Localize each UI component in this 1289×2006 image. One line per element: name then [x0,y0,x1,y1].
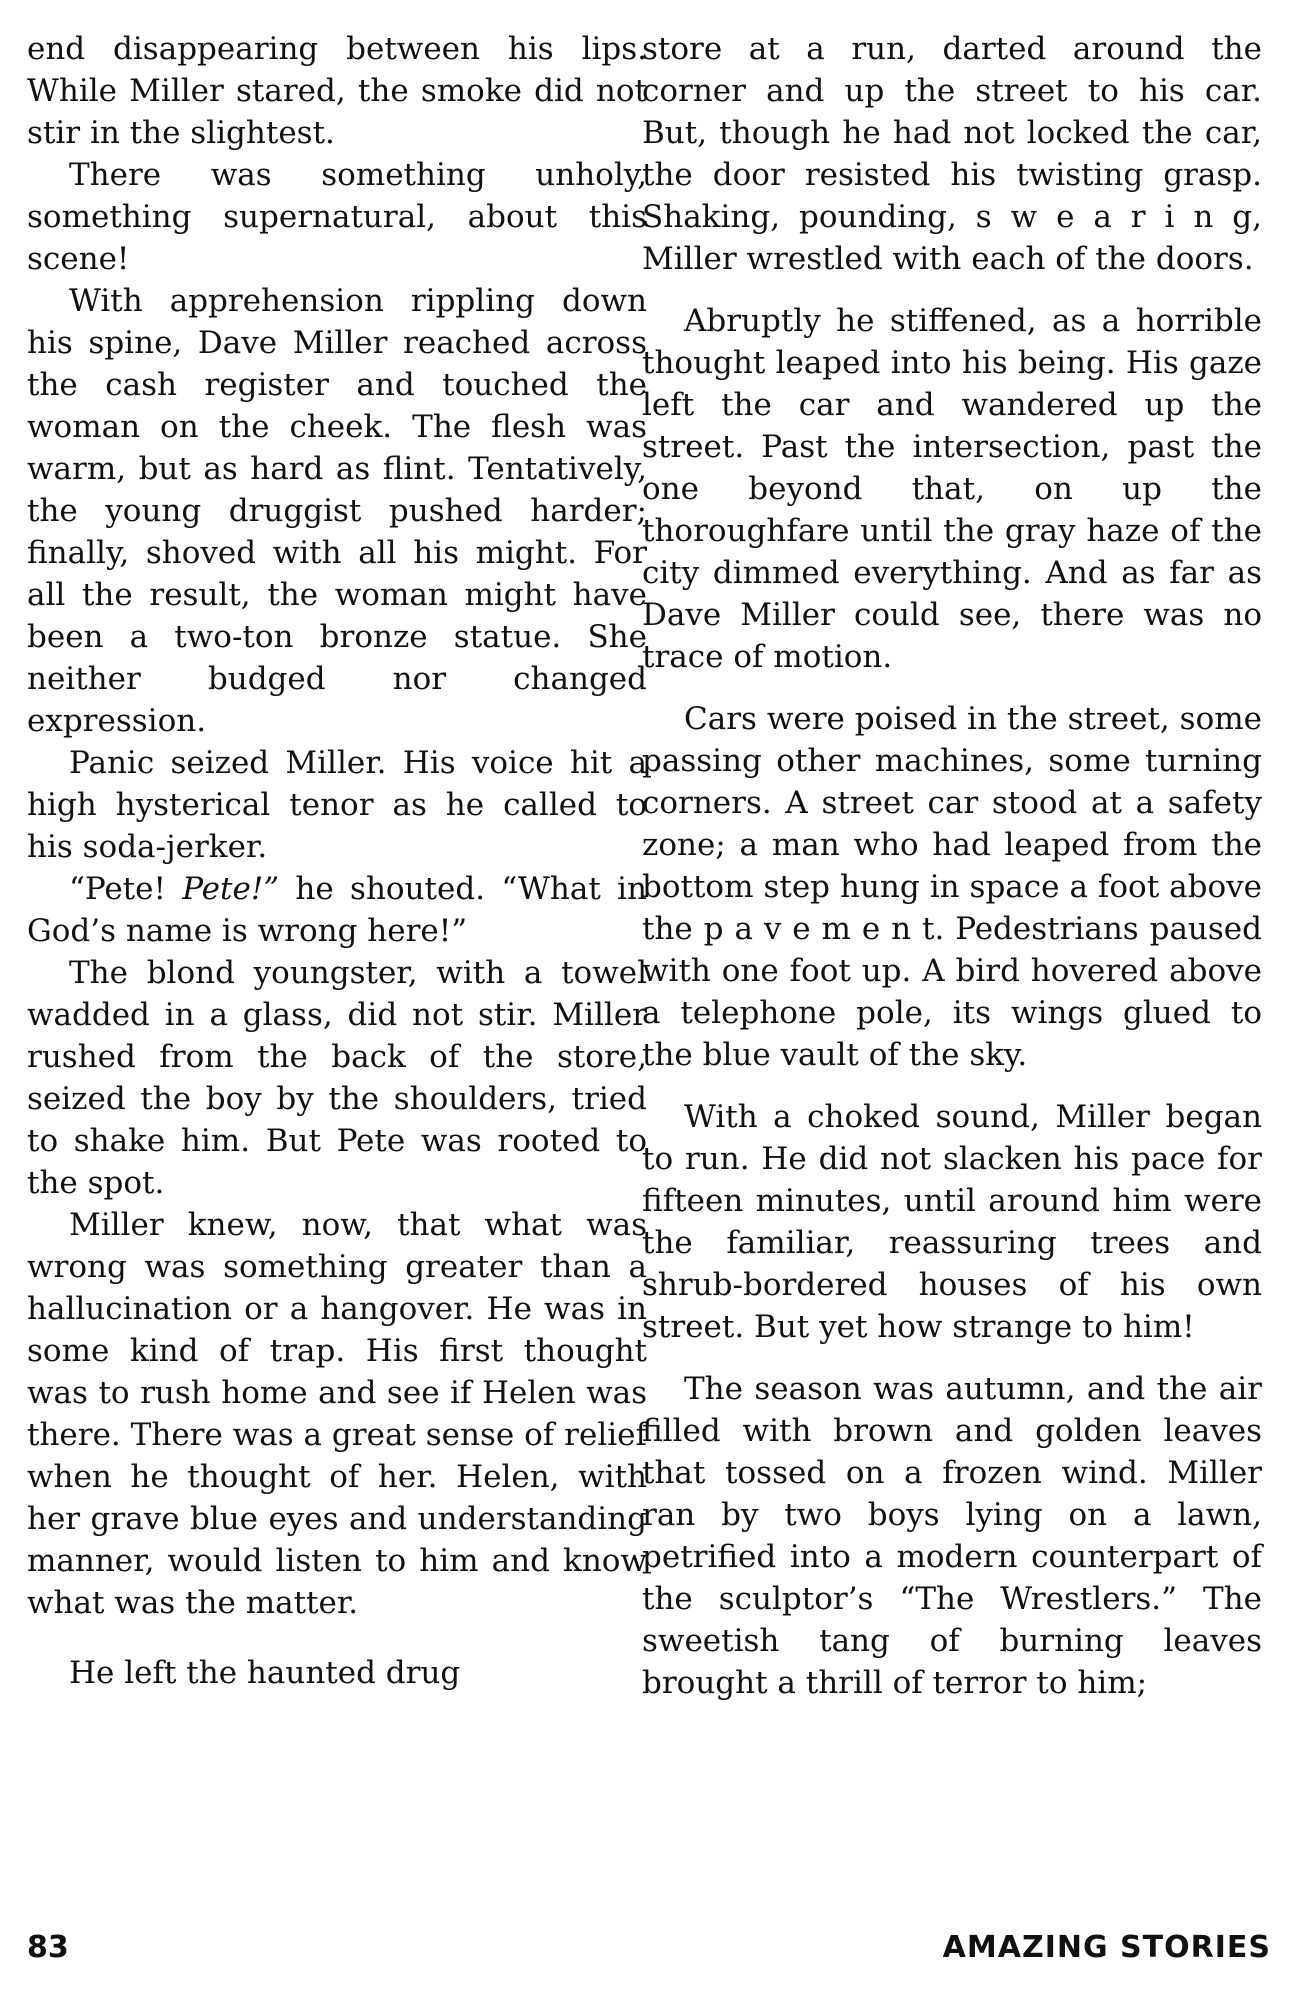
paragraph: There was something unholy, something supernatural, about this scene! [27,157,647,277]
dialogue-emphasis: Pete!” [182,871,280,907]
paragraph: Miller knew, now, that what was wrong was something greater than a hallucination or a hangover. He was in some kind of trap. His first thought was to rush home and see if Helen was there. There was a great sense of relief when he thought of her. Helen, with her grave blue eyes and understanding manner, would listen to him and know what was the matter. [27,1207,647,1621]
paragraph: store at a run, darted around the corner and up the street to his car. But, though he had not locked the car, the door resisted his twisting grasp. Shaking, pounding, s w e a r i n g, Miller wrestled with each of the doors. [642,31,1262,277]
dialogue-part: he shouted. “What in God’s name is wrong here!” [27,871,647,949]
paragraph: end disappearing between his lips. While Miller stared, the smoke did not stir in the slightest. [27,31,647,151]
paragraph: With a choked sound, Miller began to run. He did not slacken his pace for fifteen minutes, until around him were the familiar, reassuring trees and shrub-bordered houses of his own street. But yet how strange to him! [642,1099,1262,1345]
paragraph: Panic seized Miller. His voice hit a high hysterical tenor as he called to his soda-jerker. [27,745,647,865]
page-number: 83 [27,1930,69,1965]
paragraph: The blond youngster, with a towel wadded in a glass, did not stir. Miller rushed from the back of the store, seized the boy by the shoulders, tried to shake him. But Pete was rooted to the spot. [27,955,647,1201]
left-text-column [27,28,647,1694]
magazine-title: AMAZING STORIES [942,1930,1271,1965]
paragraph: He left the haunted drug [69,1655,461,1691]
paragraph: Abruptly he stiffened, as a horrible thought leaped into his being. His gaze left the car and wandered up the street. Past the intersection, past the one beyond that, on up the thoroughfare until the gray haze of the city dimmed everything. And as far as Dave Miller could see, there was no trace of motion. [642,303,1262,675]
paragraph-dialogue [27,868,647,952]
paragraph: The season was autumn, and the air filled with brown and golden leaves that tossed on a frozen wind. Miller ran by two boys lying on a lawn, petrified into a modern counterpart of the sculptor’s “The Wrestlers.” The sweetish tang of burning leaves brought a thrill of terror to him; [642,1371,1262,1701]
paragraph: With apprehension rippling down his spine, Dave Miller reached across the cash register and touched the woman on the cheek. The flesh was warm, but as hard as flint. Tentatively, the young druggist pushed harder; finally, shoved with all his might. For all the result, the woman might have been a two-ton bronze statue. She neither budged nor changed expression. [27,283,647,739]
paragraph: Cars were poised in the street, some passing other machines, some turning corners. A street car stood at a safety zone; a man who had leaped from the bottom step hung in space a foot above the p a v e m e n t. Pedestrians paused with one foot up. A bird hovered above a telephone pole, its wings glued to the blue vault of the sky. [642,701,1262,1073]
dialogue-part: “Pete! [69,871,183,907]
right-text-column [642,28,1262,1704]
